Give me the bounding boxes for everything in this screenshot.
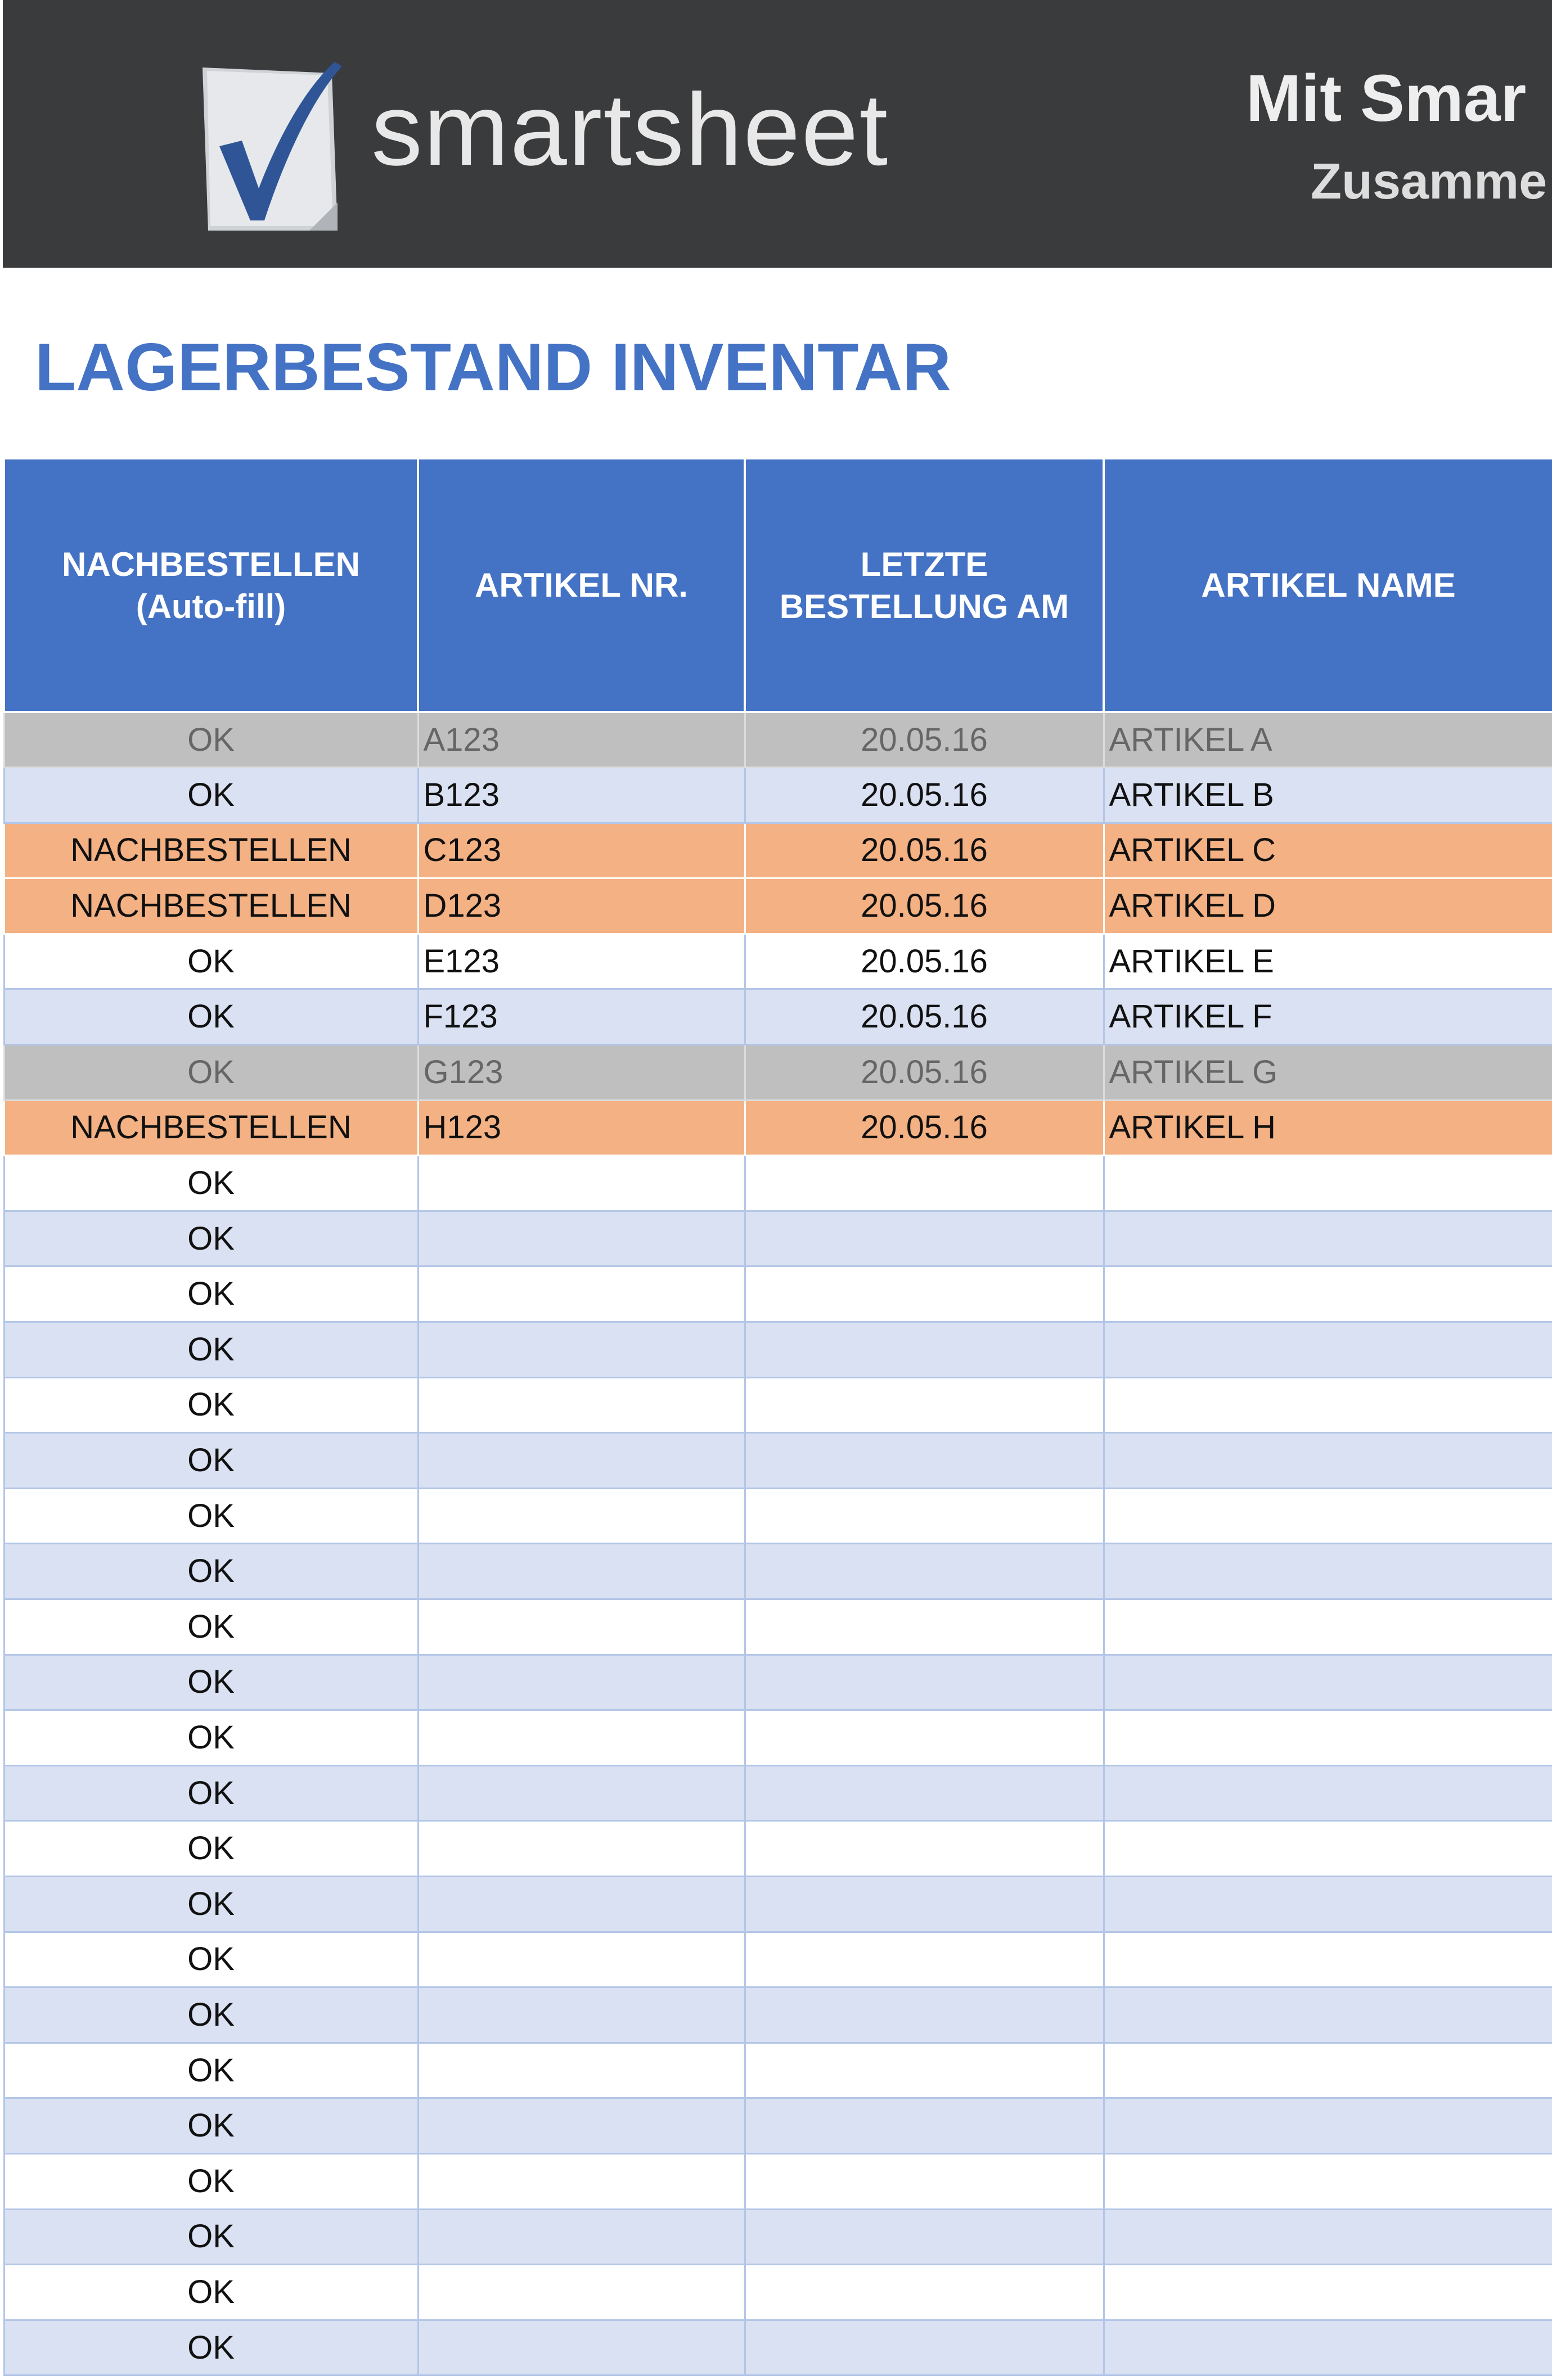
table-row [4,1544,1552,1599]
cell-artikel-nr[interactable] [418,1488,745,1544]
cell-letzte-bestellung[interactable] [745,1322,1104,1378]
table-row [4,2153,1552,2209]
cell-artikel-name[interactable] [1104,1655,1552,1710]
cell-nachbestellen[interactable]: OK [4,1433,418,1489]
cell-artikel-name[interactable]: ARTIKEL G [1104,1045,1552,1101]
cell-artikel-nr[interactable] [418,1599,745,1655]
table-row [4,1821,1552,1877]
table-row [4,989,1552,1045]
cell-letzte-bestellung[interactable]: 20.05.16 [745,1045,1104,1101]
cell-nachbestellen[interactable]: OK [4,1211,418,1266]
cell-letzte-bestellung[interactable] [745,1156,1104,1211]
cell-artikel-nr[interactable]: B123 [418,768,745,823]
cell-artikel-name[interactable] [1104,1987,1552,2043]
smartsheet-logo-text: smartsheet [371,72,889,187]
cell-artikel-name[interactable] [1104,1156,1552,1211]
table-body [4,712,1552,2376]
cell-artikel-name[interactable] [1104,1710,1552,1766]
cell-artikel-nr[interactable] [418,2209,745,2265]
smartsheet-banner [3,0,1552,268]
cell-artikel-nr[interactable]: E123 [418,934,745,989]
cell-letzte-bestellung[interactable] [745,2320,1104,2376]
cell-artikel-name[interactable] [1104,1876,1552,1932]
cell-nachbestellen[interactable]: OK [4,1876,418,1932]
cell-nachbestellen[interactable]: OK [4,2265,418,2320]
cell-letzte-bestellung[interactable] [745,1655,1104,1710]
table-row [4,1876,1552,1932]
cell-artikel-nr[interactable] [418,1821,745,1877]
cell-artikel-nr[interactable] [418,2098,745,2154]
sheet-title: LAGERBESTAND INVENTAR [35,330,951,405]
cell-nachbestellen[interactable]: NACHBESTELLEN [4,878,418,934]
cell-nachbestellen[interactable]: OK [4,1488,418,1544]
cell-letzte-bestellung[interactable]: 20.05.16 [745,823,1104,878]
cell-letzte-bestellung[interactable]: 20.05.16 [745,934,1104,989]
cell-letzte-bestellung[interactable] [745,2153,1104,2209]
table-row [4,1932,1552,1987]
cell-artikel-name[interactable]: ARTIKEL F [1104,989,1552,1045]
table-row [4,1100,1552,1156]
cell-artikel-name[interactable] [1104,2320,1552,2376]
table-row [4,2320,1552,2376]
cell-nachbestellen[interactable]: OK [4,2098,418,2154]
cell-nachbestellen[interactable]: OK [4,2153,418,2209]
cell-letzte-bestellung[interactable] [745,1765,1104,1821]
cell-nachbestellen[interactable]: OK [4,1599,418,1655]
table-row [4,878,1552,934]
cell-letzte-bestellung[interactable] [745,2043,1104,2098]
cell-nachbestellen[interactable]: OK [4,989,418,1045]
cell-nachbestellen[interactable]: OK [4,934,418,989]
cell-artikel-nr[interactable] [418,1433,745,1489]
cell-artikel-name[interactable] [1104,1211,1552,1266]
table-row [4,934,1552,989]
table-row [4,1433,1552,1489]
cell-nachbestellen[interactable]: OK [4,1655,418,1710]
cell-artikel-nr[interactable] [418,1876,745,1932]
cell-nachbestellen[interactable]: OK [4,2209,418,2265]
cell-artikel-name[interactable]: ARTIKEL D [1104,878,1552,934]
cell-letzte-bestellung[interactable] [745,1599,1104,1655]
table-row [4,2265,1552,2320]
cell-artikel-nr[interactable] [418,1932,745,1987]
cell-artikel-name[interactable] [1104,1932,1552,1987]
cell-artikel-name[interactable]: ARTIKEL B [1104,768,1552,823]
table-row [4,1655,1552,1710]
cell-letzte-bestellung[interactable]: 20.05.16 [745,1100,1104,1156]
cell-letzte-bestellung[interactable]: 20.05.16 [745,989,1104,1045]
cell-artikel-nr[interactable] [418,1377,745,1433]
cell-artikel-name[interactable]: ARTIKEL E [1104,934,1552,989]
cell-artikel-nr[interactable] [418,1987,745,2043]
cell-letzte-bestellung[interactable]: 20.05.16 [745,712,1104,768]
cell-artikel-nr[interactable] [418,1765,745,1821]
cell-letzte-bestellung[interactable] [745,1876,1104,1932]
table-row [4,1488,1552,1544]
cell-letzte-bestellung[interactable] [745,1544,1104,1599]
cell-artikel-name[interactable] [1104,2153,1552,2209]
cell-artikel-name[interactable] [1104,2265,1552,2320]
cell-nachbestellen[interactable]: NACHBESTELLEN [4,823,418,878]
table-row [4,2043,1552,2098]
cell-artikel-name[interactable] [1104,2209,1552,2265]
table-row [4,1377,1552,1433]
cell-artikel-nr[interactable]: C123 [418,823,745,878]
cell-artikel-name[interactable] [1104,1765,1552,1821]
cell-artikel-nr[interactable] [418,1211,745,1266]
cell-nachbestellen[interactable]: OK [4,2043,418,2098]
cell-nachbestellen[interactable]: OK [4,1821,418,1877]
cell-artikel-nr[interactable]: D123 [418,878,745,934]
cell-nachbestellen[interactable]: OK [4,2320,418,2376]
cell-artikel-nr[interactable] [418,1710,745,1766]
cell-nachbestellen[interactable]: OK [4,1765,418,1821]
table-row [4,1045,1552,1101]
cell-letzte-bestellung[interactable]: 20.05.16 [745,878,1104,934]
cell-artikel-nr[interactable] [418,1322,745,1378]
header-letzte-bestellung[interactable]: LETZTE BESTELLUNG AM [745,458,1104,712]
cell-artikel-nr[interactable] [418,2320,745,2376]
cell-artikel-name[interactable] [1104,1433,1552,1489]
cell-letzte-bestellung[interactable] [745,2209,1104,2265]
cell-letzte-bestellung[interactable] [745,1211,1104,1266]
cell-nachbestellen[interactable]: OK [4,1322,418,1378]
cell-artikel-name[interactable] [1104,2043,1552,2098]
table-row [4,1765,1552,1821]
cell-artikel-nr[interactable] [418,1655,745,1710]
cell-artikel-nr[interactable] [418,1156,745,1211]
banner-title: Mit Smar [1246,61,1527,136]
cell-nachbestellen[interactable]: OK [4,1544,418,1599]
cell-artikel-name[interactable] [1104,1377,1552,1433]
cell-letzte-bestellung[interactable] [745,1433,1104,1489]
cell-nachbestellen[interactable]: OK [4,1266,418,1322]
inventory-table [3,457,1552,2376]
cell-artikel-name[interactable] [1104,1544,1552,1599]
cell-artikel-name[interactable]: ARTIKEL A [1104,712,1552,768]
cell-letzte-bestellung[interactable] [745,1377,1104,1433]
cell-artikel-nr[interactable] [418,1544,745,1599]
cell-letzte-bestellung[interactable] [745,1710,1104,1766]
table-row [4,1710,1552,1766]
cell-artikel-name[interactable] [1104,1821,1552,1877]
cell-letzte-bestellung[interactable] [745,1488,1104,1544]
cell-artikel-name[interactable] [1104,1488,1552,1544]
cell-nachbestellen[interactable]: OK [4,1045,418,1101]
cell-nachbestellen[interactable]: OK [4,1987,418,2043]
cell-artikel-nr[interactable] [418,2043,745,2098]
cell-artikel-name[interactable] [1104,1266,1552,1322]
cell-artikel-name[interactable] [1104,1322,1552,1378]
table-row [4,768,1552,823]
cell-nachbestellen[interactable]: OK [4,768,418,823]
header-artikel-nr[interactable]: ARTIKEL NR. [418,458,745,712]
cell-letzte-bestellung[interactable] [745,1987,1104,2043]
table-row [4,1322,1552,1378]
cell-artikel-nr[interactable]: G123 [418,1045,745,1101]
cell-artikel-name[interactable]: ARTIKEL C [1104,823,1552,878]
cell-letzte-bestellung[interactable] [745,1821,1104,1877]
cell-letzte-bestellung[interactable] [745,1932,1104,1987]
cell-nachbestellen[interactable]: OK [4,712,418,768]
table-row [4,1987,1552,2043]
smartsheet-checkmark-icon [197,62,343,236]
cell-artikel-name[interactable]: ARTIKEL H [1104,1100,1552,1156]
header-artikel-name[interactable]: ARTIKEL NAME [1104,458,1552,712]
cell-artikel-nr[interactable] [418,2265,745,2320]
table-row [4,2098,1552,2154]
table-row [4,1211,1552,1266]
cell-artikel-nr[interactable]: A123 [418,712,745,768]
cell-artikel-nr[interactable] [418,1266,745,1322]
cell-nachbestellen[interactable]: NACHBESTELLEN [4,1100,418,1156]
header-nachbestellen[interactable]: NACHBESTELLEN (Auto-fill) [4,458,418,712]
cell-letzte-bestellung[interactable] [745,2098,1104,2154]
cell-letzte-bestellung[interactable]: 20.05.16 [745,768,1104,823]
cell-nachbestellen[interactable]: OK [4,1377,418,1433]
cell-artikel-nr[interactable] [418,2153,745,2209]
table-row [4,823,1552,878]
cell-letzte-bestellung[interactable] [745,2265,1104,2320]
header-row [4,458,1552,712]
table-row [4,1599,1552,1655]
cell-artikel-name[interactable] [1104,1599,1552,1655]
cell-nachbestellen[interactable]: OK [4,1710,418,1766]
table-row [4,712,1552,768]
table-row [4,2209,1552,2265]
table-row [4,1266,1552,1322]
cell-artikel-nr[interactable]: F123 [418,989,745,1045]
cell-nachbestellen[interactable]: OK [4,1932,418,1987]
cell-letzte-bestellung[interactable] [745,1266,1104,1322]
cell-artikel-name[interactable] [1104,2098,1552,2154]
cell-nachbestellen[interactable]: OK [4,1156,418,1211]
banner-subtitle: Zusamme [1311,154,1547,210]
cell-artikel-nr[interactable]: H123 [418,1100,745,1156]
table-row [4,1156,1552,1211]
